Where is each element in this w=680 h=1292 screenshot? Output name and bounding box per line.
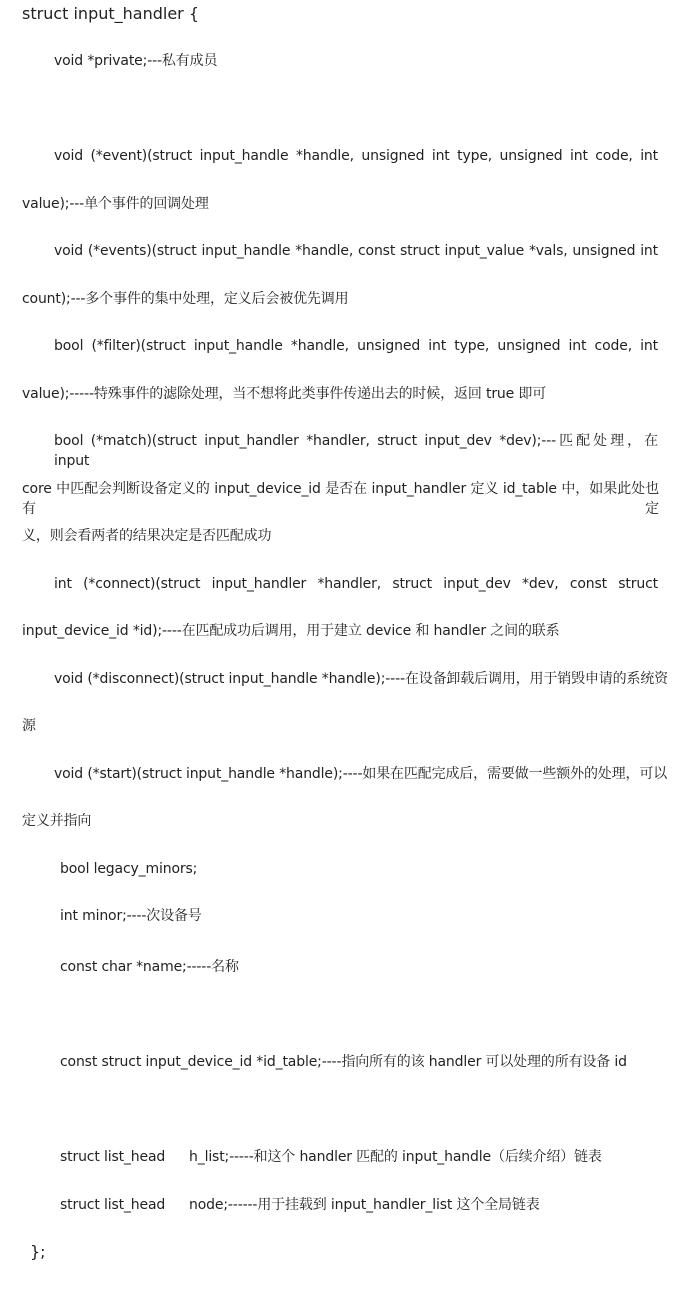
events-callback-line-2: count);---多个事件的集中处理，定义后会被优先调用 xyxy=(22,291,349,307)
event-callback-line-2: value);---单个事件的回调处理 xyxy=(22,196,209,212)
private-member-line: void *private;---私有成员 xyxy=(54,53,218,69)
event-callback-line-1: void (*event)(struct input_handle *handle, unsigned int type, unsigned int code, int xyxy=(54,148,658,164)
match-callback-line-1: bool (*match)(struct input_handler *handler, struct input_dev *dev);---匹配处理，在 input xyxy=(54,433,658,469)
disconnect-callback-line-1: void (*disconnect)(struct input_handle *handle);----在设备卸载后调用，用于销毁申请的系统资 xyxy=(54,671,669,687)
match-callback-line-2: core 中匹配会判断设备定义的 input_device_id 是否在 input_handler 定义 id_table 中，如果此处也有定 xyxy=(22,481,659,517)
start-callback-line-1: void (*start)(struct input_handle *handle);----如果在匹配完成后，需要做一些额外的处理，可以 xyxy=(54,766,668,782)
node-type: struct list_head xyxy=(60,1197,166,1213)
disconnect-callback-line-2: 源 xyxy=(22,718,36,734)
struct-close-line: }; xyxy=(30,1242,46,1261)
struct-open-line: struct input_handler { xyxy=(22,4,200,23)
id-table-line: const struct input_device_id *id_table;----指向所有的该 handler 可以处理的所有设备 id xyxy=(60,1054,627,1070)
connect-callback-line-2: input_device_id *id);----在匹配成功后调用，用于建立 device 和 handler 之间的联系 xyxy=(22,623,560,639)
node-description: node;------用于挂载到 input_handler_list 这个全局链表 xyxy=(189,1197,540,1213)
h-list-description: h_list;-----和这个 handler 匹配的 input_handle（后续介绍）链表 xyxy=(189,1149,602,1165)
start-callback-line-2: 定义并指向 xyxy=(22,813,92,829)
filter-callback-line-2: value);-----特殊事件的滤除处理，当不想将此类事件传递出去的时候，返回 true 即可 xyxy=(22,386,547,402)
filter-callback-line-1: bool (*filter)(struct input_handle *handle, unsigned int type, unsigned int code, int xyxy=(54,338,658,354)
minor-line: int minor;----次设备号 xyxy=(60,908,202,924)
h-list-type: struct list_head xyxy=(60,1149,166,1165)
match-callback-line-3: 义，则会看两者的结果决定是否匹配成功 xyxy=(22,528,272,544)
name-line: const char *name;-----名称 xyxy=(60,959,239,975)
events-callback-line-1: void (*events)(struct input_handle *handle, const struct input_value *vals, unsigned int xyxy=(54,243,658,259)
legacy-minors-line: bool legacy_minors; xyxy=(60,861,198,877)
connect-callback-line-1: int (*connect)(struct input_handler *handler, struct input_dev *dev, const struct xyxy=(54,576,658,592)
